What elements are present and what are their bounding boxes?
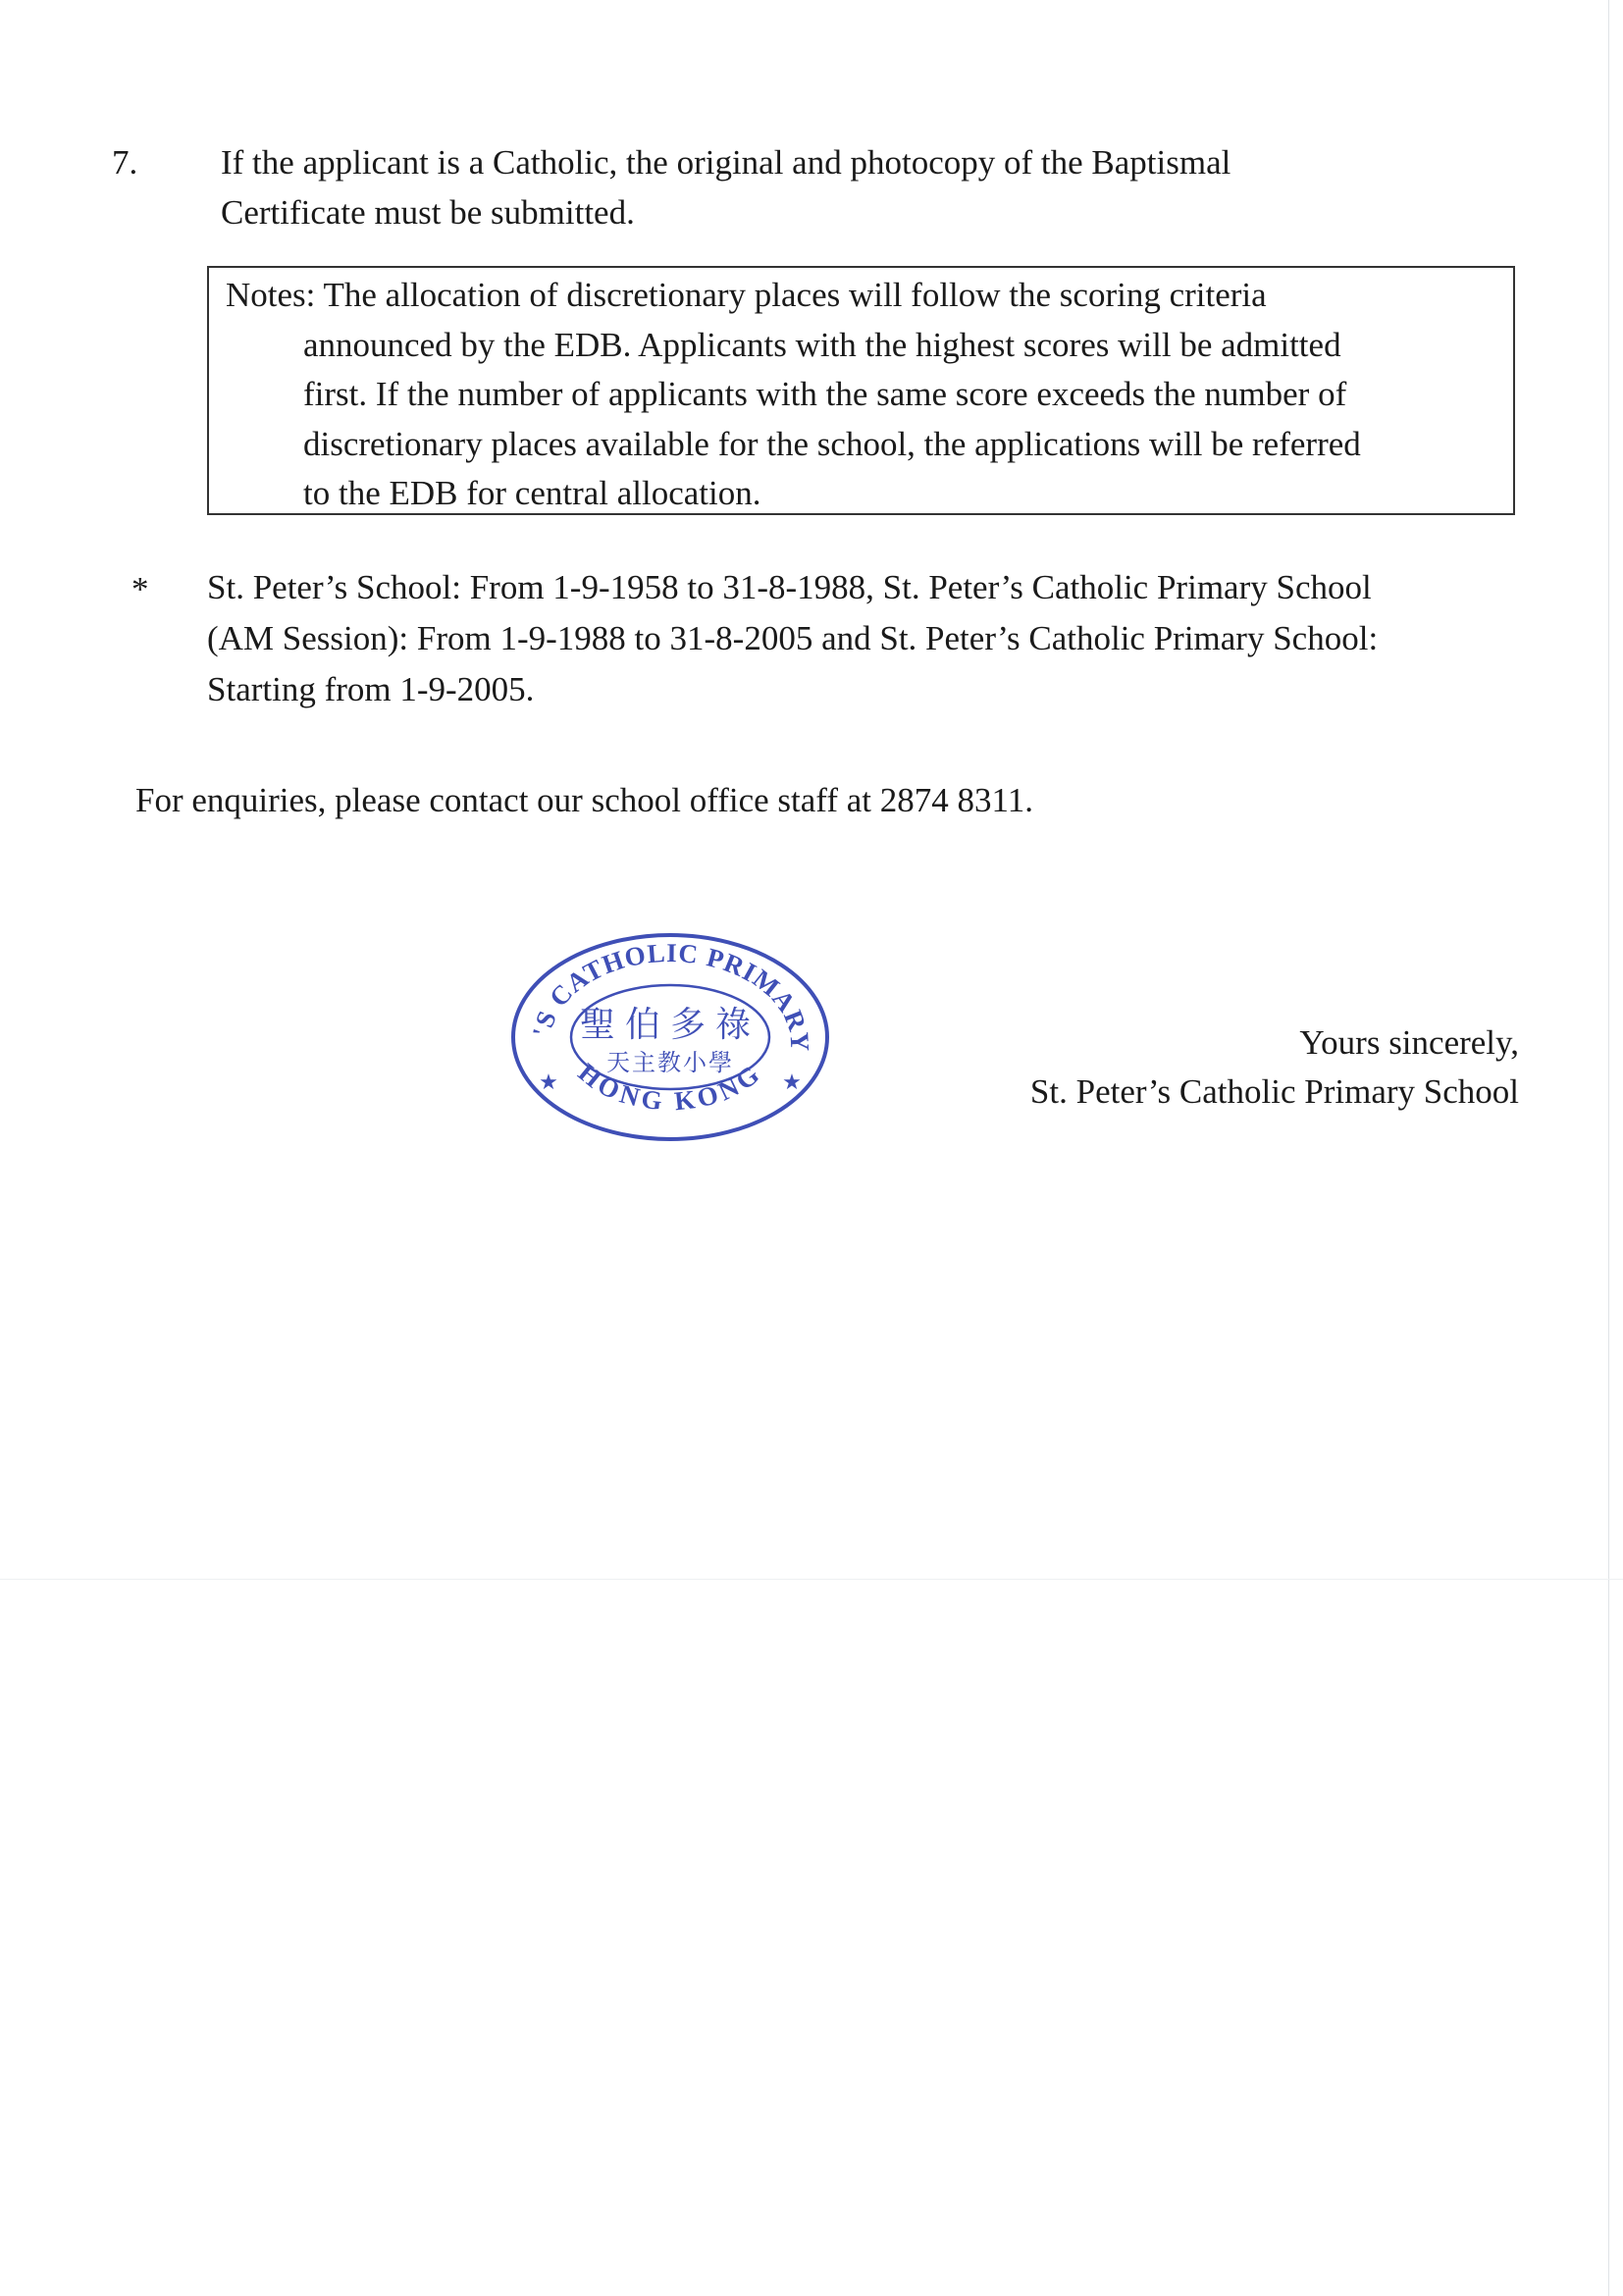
footnote-line: Starting from 1-9-2005. bbox=[207, 670, 535, 708]
item-text bbox=[221, 137, 1379, 237]
stamp-chinese-subtitle: 天主教小學 bbox=[606, 1049, 734, 1076]
fold-line bbox=[0, 1579, 1623, 1580]
closing-line: Yours sincerely, bbox=[1299, 1023, 1519, 1062]
item-text-line: Certificate must be submitted. bbox=[221, 193, 635, 232]
stamp-top-arc: 'S CATHOLIC PRIMARY bbox=[526, 937, 815, 1053]
stamp-star-icon: ★ bbox=[782, 1070, 802, 1094]
notes-line: discretionary places available for the school, the applications will be referred bbox=[303, 424, 1361, 463]
school-stamp-seal bbox=[498, 917, 842, 1148]
item-text-line: If the applicant is a Catholic, the original and photocopy of the Baptismal bbox=[221, 143, 1231, 182]
signoff bbox=[930, 1018, 1519, 1117]
footnote-line: (AM Session): From 1-9-1988 to 31-8-2005 and St. Peter’s Catholic Primary School: bbox=[207, 619, 1379, 657]
notes-line: first. If the number of applicants with the same score exceeds the number of bbox=[303, 375, 1347, 413]
school-stamp bbox=[498, 917, 842, 1148]
notes-text bbox=[226, 271, 1501, 519]
notes-line: Notes: The allocation of discretionary places will follow the scoring criteria bbox=[226, 276, 1267, 314]
enquiry-text: For enquiries, please contact our school office staff at 2874 8311. bbox=[135, 781, 1033, 819]
item-number: 7. bbox=[112, 143, 138, 182]
notes-line: announced by the EDB. Applicants with the highest scores will be admitted bbox=[303, 325, 1341, 364]
notes-line: to the EDB for central allocation. bbox=[303, 474, 761, 512]
footnote-text bbox=[207, 562, 1512, 715]
footnote-mark: * bbox=[131, 570, 149, 608]
signatory-school: St. Peter’s Catholic Primary School bbox=[1029, 1072, 1519, 1111]
footnote-line: St. Peter’s School: From 1-9-1958 to 31-8-1988, St. Peter’s Catholic Primary School bbox=[207, 568, 1372, 606]
stamp-bottom-arc: HONG KONG bbox=[572, 1057, 768, 1117]
page-edge bbox=[1608, 0, 1609, 2296]
stamp-chinese-name: 聖伯多祿 bbox=[579, 1005, 761, 1045]
stamp-star-icon: ★ bbox=[539, 1070, 558, 1094]
